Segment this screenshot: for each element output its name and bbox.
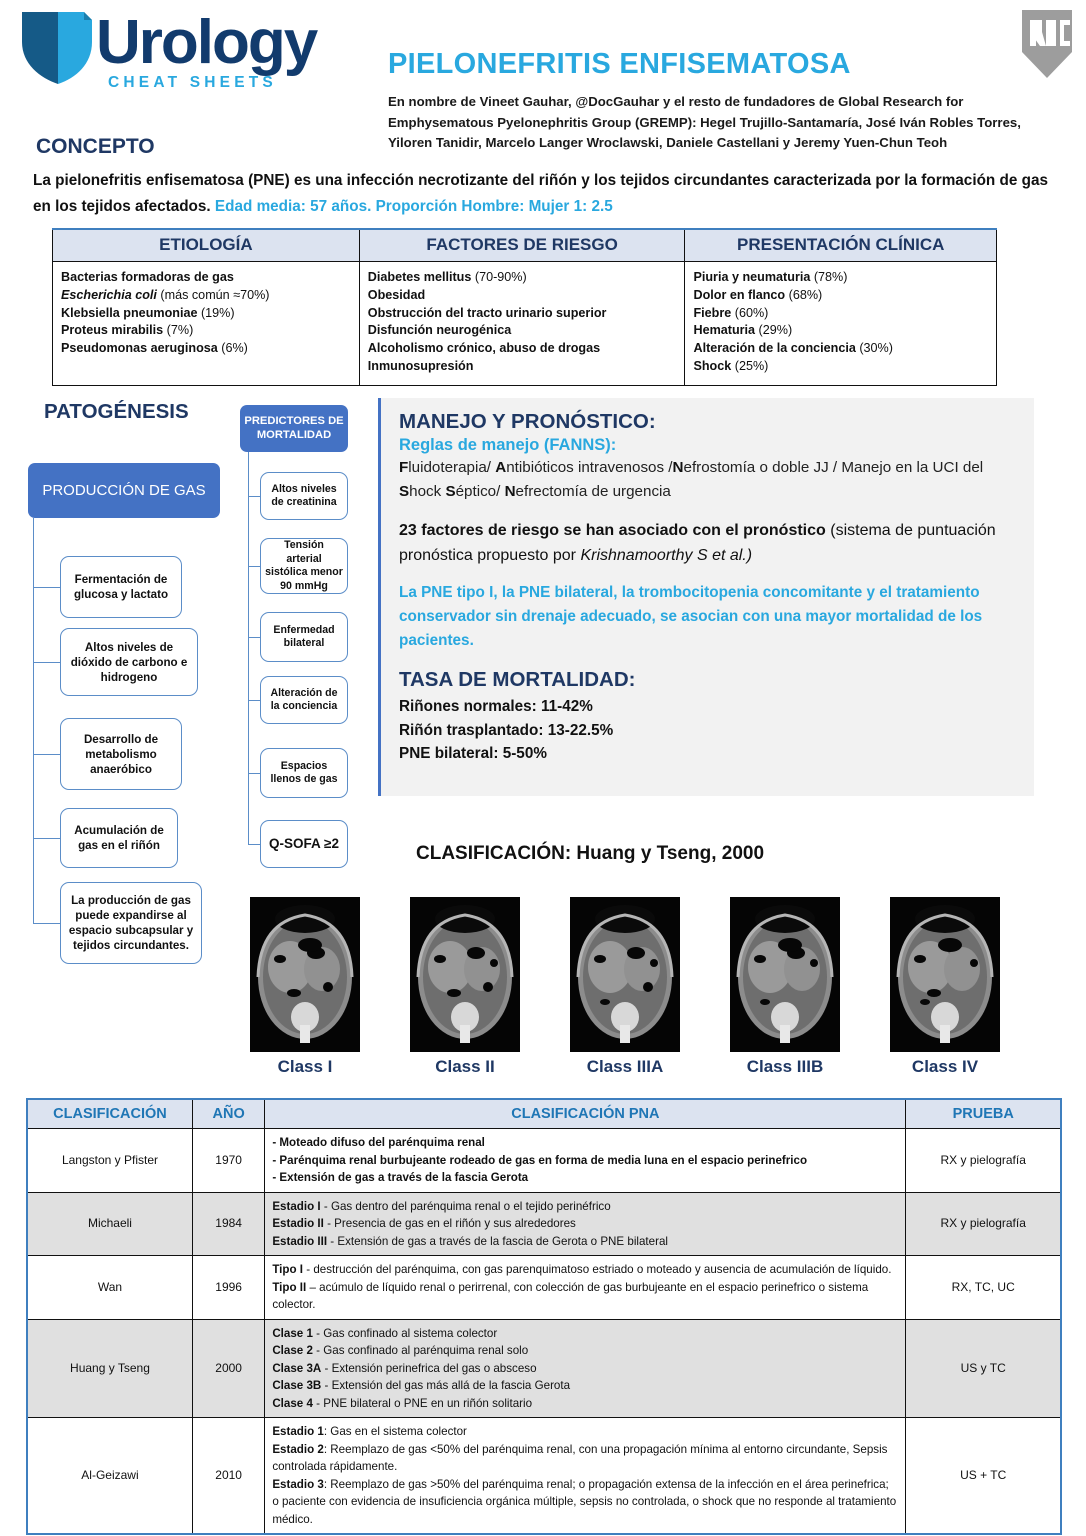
classification-description: - Parénquima renal burbujeante rodeado de gas en forma de media luna en el espacio perinefrico bbox=[272, 1153, 808, 1167]
fanns-word: efrostomía o doble JJ / Manejo en la UCI del bbox=[683, 459, 984, 476]
col-clasificacion-pna: CLASIFICACIÓN PNA bbox=[265, 1099, 906, 1129]
ct-scan-image bbox=[730, 897, 840, 1052]
cell-etiologia bbox=[53, 262, 360, 386]
ct-image-label: Class II bbox=[435, 1057, 495, 1076]
predictor-label: Tensión arterial sistólica menor 90 mmHg bbox=[265, 539, 343, 592]
fanns-initial: S bbox=[399, 483, 410, 500]
classification-description: - Gas confinado al sistema colector bbox=[312, 1326, 498, 1340]
ct-image-row bbox=[250, 897, 1050, 1092]
classification-description: - Gas dentro del parénquima renal o el tejido perinéfrico bbox=[320, 1199, 611, 1213]
mortality-rate-heading: TASA DE MORTALIDAD: bbox=[399, 668, 636, 691]
classification-description: – acúmulo de líquido renal o perirrenal, con colección de gas burbujeante en el espacio perinefrico o sistema colector. bbox=[272, 1280, 869, 1311]
flow-root-produccion-de-gas: PRODUCCIÓN DE GAS bbox=[28, 463, 220, 518]
predictor-box bbox=[260, 676, 348, 724]
predictor-label: Alteración de la conciencia bbox=[270, 686, 338, 712]
factores-item: Inmunosupresión bbox=[367, 358, 474, 373]
fanns-word: hock bbox=[409, 483, 446, 500]
classification-stage-label: Estadio III bbox=[272, 1234, 328, 1248]
classification-line bbox=[272, 1134, 898, 1152]
predictor-label: Q-SOFA ≥2 bbox=[269, 836, 339, 852]
clasificacion-heading bbox=[416, 843, 764, 865]
fanns-initial: N bbox=[504, 483, 516, 500]
predictor-label: Altos niveles de creatinina bbox=[271, 482, 337, 508]
presentacion-item: Piuria y neumaturia (78%) bbox=[693, 270, 848, 284]
etiologia-item: Klebsiella pneumoniae (19%) bbox=[61, 305, 235, 320]
risk-factors-citation: Krishnamoorthy S et al.) bbox=[580, 547, 753, 564]
cell-year: 1984 bbox=[192, 1192, 264, 1256]
cell-classification bbox=[265, 1129, 906, 1193]
etiologia-item: Proteus mirabilis (7%) bbox=[61, 323, 194, 338]
flow-connector bbox=[248, 496, 260, 497]
concepto-body bbox=[33, 168, 1053, 220]
classification-line bbox=[272, 1198, 898, 1216]
patogenesis-step-box bbox=[60, 808, 178, 868]
mortality-rate-item: PNE bilateral: 5-50% bbox=[399, 745, 547, 762]
ct-image-item bbox=[410, 897, 520, 1077]
classification-table-body bbox=[27, 1129, 1061, 1535]
ct-scan-image bbox=[410, 897, 520, 1052]
cell-test: US y TC bbox=[906, 1319, 1061, 1418]
risk-factors-rest: (sistema de puntuación pronóstica propuesto por bbox=[399, 522, 996, 564]
classification-description: - PNE bilateral o PNE en un riñón solitario bbox=[312, 1396, 533, 1410]
patogenesis-step-label: La producción de gas puede expandirse al espacio subcapsular y tejidos circundantes. bbox=[68, 894, 194, 952]
cell-factores bbox=[359, 262, 685, 386]
classification-stage-label: Clase 4 bbox=[272, 1396, 313, 1410]
etiologia-item: Pseudomonas aeruginosa (6%) bbox=[61, 341, 248, 356]
fanns-initial: A bbox=[495, 459, 507, 476]
table-row bbox=[27, 1418, 1061, 1535]
col-presentacion: PRESENTACIÓN CLÍNICA bbox=[685, 229, 997, 262]
flow-connector bbox=[33, 662, 60, 663]
presentacion-item: Dolor en flanco (68%) bbox=[693, 287, 823, 302]
manejo-heading: MANEJO Y PRONÓSTICO: bbox=[399, 410, 656, 433]
factores-item: Obstrucción del tracto urinario superior bbox=[367, 305, 607, 320]
col-factores: FACTORES DE RIESGO bbox=[359, 229, 685, 262]
authors-line-1: En nombre de Vineet Gauhar, @DocGauhar y el resto de fundadores de Global Research for bbox=[388, 94, 964, 109]
classification-description: - Presencia de gas en el riñón y sus alrededores bbox=[323, 1217, 576, 1230]
flow-connector bbox=[33, 587, 60, 588]
etiologia-list bbox=[61, 269, 351, 358]
classification-stage-label: Estadio 3 bbox=[272, 1477, 324, 1491]
fanns-word: luidoterapia/ bbox=[408, 459, 496, 476]
fanns-rules-text bbox=[399, 456, 1018, 504]
classification-line bbox=[272, 1360, 898, 1378]
classification-description: - Extensión del gas más allá de la fascia Gerota bbox=[321, 1379, 571, 1392]
classification-line bbox=[272, 1152, 898, 1170]
classification-line bbox=[272, 1395, 898, 1413]
urology-cheat-sheets-logo bbox=[18, 8, 363, 93]
classification-description: - Extensión de gas a través de la fascia Gerota bbox=[272, 1171, 529, 1184]
col-prueba: PRUEBA bbox=[906, 1099, 1061, 1129]
etiologia-item: Bacterias formadoras de gas bbox=[61, 270, 234, 284]
presentacion-list bbox=[693, 269, 988, 376]
ct-scan-image bbox=[890, 897, 1000, 1052]
manejo-rules-heading: Reglas de manejo (FANNS): bbox=[399, 436, 617, 454]
etiologia-item: Escherichia coli (más común ≈70%) bbox=[61, 287, 270, 302]
table-row bbox=[27, 1192, 1061, 1256]
flow-root-predictores-mortalidad bbox=[240, 405, 348, 452]
cell-presentacion bbox=[685, 262, 997, 386]
overview-table-body-row bbox=[53, 262, 997, 386]
concepto-text: La pielonefritis enfisematosa (PNE) es una infección necrotizante del riñón y los tejidos circundantes caracterizada por la formación de gas en los tejidos afectados. bbox=[33, 172, 1048, 215]
fanns-word: efrectomía de urgencia bbox=[515, 483, 671, 500]
predictor-box bbox=[260, 472, 348, 520]
classification-line bbox=[272, 1441, 898, 1476]
predictor-box bbox=[260, 612, 348, 662]
mortality-highlight: La PNE tipo I, la PNE bilateral, la trombocitopenia concomitante y el tratamiento conservador sin drenaje adecuado, se asocian con una mayor mortalidad de los pacientes. bbox=[399, 584, 983, 649]
classification-description: - Extensión perinefrica del gas o absceso bbox=[321, 1361, 537, 1375]
col-clasificacion: CLASIFICACIÓN bbox=[27, 1099, 192, 1129]
fanns-initial: F bbox=[399, 459, 409, 476]
authors-line-2: Emphysematous Pyelonephritis Group (GREMP): Hegel Trujillo-Santamaría, José Iván Robles Torres, bbox=[388, 114, 1021, 130]
ct-scan-image bbox=[250, 897, 360, 1052]
risk-factors-text bbox=[399, 518, 1018, 568]
ct-image-label: Class IIIA bbox=[586, 1057, 664, 1076]
presentacion-item: Alteración de la conciencia (30%) bbox=[693, 341, 893, 356]
fanns-initial: S bbox=[445, 483, 456, 500]
ct-image-item bbox=[250, 897, 360, 1077]
classification-stage-label: Estadio 2 bbox=[272, 1442, 324, 1456]
cell-test: RX y pielografía bbox=[906, 1129, 1061, 1193]
classification-line bbox=[272, 1325, 898, 1343]
classification-description: - Moteado difuso del parénquima renal bbox=[272, 1136, 485, 1149]
patogenesis-step-label: Altos niveles de dióxido de carbono e hidrogeno bbox=[70, 640, 188, 684]
ct-image-label: Class IV bbox=[911, 1057, 979, 1076]
ct-image-item bbox=[890, 897, 1000, 1077]
classification-stage-label: Estadio 1 bbox=[272, 1425, 324, 1438]
cell-classification bbox=[265, 1256, 906, 1320]
patogenesis-heading: PATOGÉNESIS bbox=[44, 400, 189, 423]
flow-trunk bbox=[33, 518, 34, 923]
classification-line bbox=[272, 1233, 898, 1251]
predictor-label: Espacios llenos de gas bbox=[270, 759, 338, 785]
logo-wordmark: Urology bbox=[96, 8, 317, 77]
shield-icon bbox=[18, 8, 96, 88]
fanns-word: ntibióticos intravenosos / bbox=[506, 459, 673, 476]
classification-line bbox=[272, 1423, 898, 1441]
mortality-rate-item: Riñones normales: 11-42% bbox=[399, 698, 593, 715]
patogenesis-step-box bbox=[60, 628, 198, 696]
factores-list bbox=[368, 269, 677, 376]
patogenesis-step-box bbox=[60, 556, 182, 618]
classification-systems-table bbox=[26, 1098, 1062, 1535]
page-title: PIELONEFRITIS ENFISEMATOSA bbox=[388, 48, 851, 80]
cell-author: Huang y Tseng bbox=[27, 1319, 192, 1418]
classification-stage-label: Clase 1 bbox=[272, 1326, 313, 1340]
overview-table bbox=[52, 228, 997, 386]
factores-item: Disfunción neurogénica bbox=[367, 323, 512, 338]
cell-test: US + TC bbox=[906, 1418, 1061, 1535]
manejo-panel bbox=[378, 398, 1034, 796]
predictor-label: Enfermedad bilateral bbox=[273, 623, 335, 649]
predictor-box bbox=[260, 820, 348, 868]
risk-factors-bold: 23 factores de riesgo se han asociado con el pronóstico bbox=[399, 522, 826, 539]
classification-line bbox=[272, 1215, 898, 1233]
col-ano: AÑO bbox=[192, 1099, 264, 1129]
concepto-heading: CONCEPTO bbox=[36, 135, 155, 158]
mortality-rate-list bbox=[399, 695, 1018, 766]
classification-stage-label: Clase 3B bbox=[272, 1379, 322, 1392]
classification-stage-label: Estadio II bbox=[272, 1217, 324, 1230]
factores-item: Obesidad bbox=[367, 287, 426, 302]
flow-connector bbox=[248, 566, 260, 567]
classification-description: : Gas en el sistema colector bbox=[323, 1425, 467, 1438]
logo-tagline: CHEAT SHEETS bbox=[108, 74, 277, 91]
cell-author: Al-Geizawi bbox=[27, 1418, 192, 1535]
classification-stage-label: Estadio I bbox=[272, 1199, 321, 1213]
patogenesis-step-box bbox=[60, 718, 182, 790]
classification-description: - Extensión de gas a través de la fascia de Gerota o PNE bilateral bbox=[327, 1234, 668, 1248]
cell-year: 1996 bbox=[192, 1256, 264, 1320]
flow-connector bbox=[248, 700, 260, 701]
factores-item: Alcoholismo crónico, abuso de drogas bbox=[367, 341, 601, 356]
predictor-box bbox=[260, 748, 348, 798]
flow-connector bbox=[248, 637, 260, 638]
flow-connector bbox=[33, 754, 60, 755]
poster-header bbox=[0, 0, 1086, 170]
ct-image-label: Class IIIB bbox=[746, 1057, 824, 1076]
ct-image-label: Class I bbox=[277, 1057, 333, 1076]
flow-trunk bbox=[248, 452, 249, 844]
col-etiologia: ETIOLOGÍA bbox=[53, 229, 360, 262]
cell-author: Wan bbox=[27, 1256, 192, 1320]
presentacion-item: Hematuria (29%) bbox=[693, 323, 793, 338]
patogenesis-step-label: Desarrollo de metabolismo anaeróbico bbox=[83, 732, 159, 776]
authors-line-3: Yiloren Tanidir, Marcelo Langer Wroclawski, Daniele Castellani y Jeremy Yuen-Chun Teoh bbox=[388, 135, 948, 150]
patogenesis-step-label: Acumulación de gas en el riñón bbox=[74, 824, 164, 852]
ct-scan-image bbox=[570, 897, 680, 1052]
classification-description: - Gas confinado al parénquima renal solo bbox=[312, 1344, 529, 1357]
ct-image-item bbox=[570, 897, 680, 1077]
cell-year: 2000 bbox=[192, 1319, 264, 1418]
table-row bbox=[27, 1319, 1061, 1418]
classification-stage-label: Tipo I bbox=[272, 1263, 304, 1276]
classification-stage-label: Tipo II bbox=[272, 1280, 307, 1294]
classification-description: : Reemplazo de gas >50% del parénquima renal; o propagación extensa de la infección en el área perinefrica; o paciente con evidencia de insuficiencia orgánica múltiple, sepsis no controlada, o shock que no responde al tratamiento médico. bbox=[272, 1477, 897, 1526]
clasificacion-heading-bold: CLASIFICACIÓN: bbox=[416, 843, 572, 864]
classification-line bbox=[272, 1261, 898, 1279]
presentacion-item: Shock (25%) bbox=[693, 358, 769, 373]
cell-year: 1970 bbox=[192, 1129, 264, 1193]
classification-line bbox=[272, 1342, 898, 1360]
classification-description: - destrucción del parénquima, con gas parenquimatoso estriado o moteado y ausencia de acumulación de líquido. bbox=[303, 1263, 892, 1276]
concepto-stats: Edad media: 57 años. Proporción Hombre: Mujer 1: 2.5 bbox=[214, 198, 613, 215]
fanns-word: éptico/ bbox=[455, 483, 505, 500]
ct-image-item bbox=[730, 897, 840, 1077]
cell-author: Michaeli bbox=[27, 1192, 192, 1256]
cell-classification bbox=[265, 1319, 906, 1418]
overview-table-header-row bbox=[53, 229, 997, 262]
presentacion-item: Fiebre (60%) bbox=[693, 305, 769, 320]
cell-test: RX y pielografía bbox=[906, 1192, 1061, 1256]
clasificacion-heading-rest: Huang y Tseng, 2000 bbox=[571, 843, 765, 864]
classification-stage-label: Clase 3A bbox=[272, 1361, 322, 1375]
cell-classification bbox=[265, 1418, 906, 1535]
cell-classification bbox=[265, 1192, 906, 1256]
predictor-box bbox=[260, 538, 348, 594]
classification-line bbox=[272, 1169, 898, 1187]
predictores-heading-text: PREDICTORES DE MORTALIDAD bbox=[244, 415, 344, 441]
patogenesis-step-label: Fermentación de glucosa y lactato bbox=[73, 573, 169, 601]
classification-description: : Reemplazo de gas <50% del parénquima renal, con una propagación mínima al entorno circundante, Sepsis controlada rápidamente. bbox=[272, 1442, 888, 1473]
table-row bbox=[27, 1129, 1061, 1193]
patogenesis-step-box bbox=[60, 882, 202, 964]
cell-year: 2010 bbox=[192, 1418, 264, 1535]
flow-connector bbox=[33, 923, 60, 924]
flow-connector bbox=[248, 844, 260, 845]
flow-connector bbox=[33, 838, 60, 839]
cell-test: RX, TC, UC bbox=[906, 1256, 1061, 1320]
fanns-initial: N bbox=[672, 459, 684, 476]
classification-stage-label: Clase 2 bbox=[272, 1344, 313, 1357]
classification-line bbox=[272, 1279, 898, 1314]
authors-block bbox=[388, 92, 1078, 154]
factores-item: Diabetes mellitus (70-90%) bbox=[367, 270, 527, 284]
table-row bbox=[27, 1256, 1061, 1320]
flow-connector bbox=[248, 773, 260, 774]
classification-line bbox=[272, 1476, 898, 1529]
classification-line bbox=[272, 1377, 898, 1395]
mortality-rate-item: Riñón trasplantado: 13-22.5% bbox=[399, 721, 614, 739]
classification-table-header-row bbox=[27, 1099, 1061, 1129]
roc-shield-icon bbox=[1016, 8, 1078, 80]
cell-author: Langston y Pfister bbox=[27, 1129, 192, 1193]
